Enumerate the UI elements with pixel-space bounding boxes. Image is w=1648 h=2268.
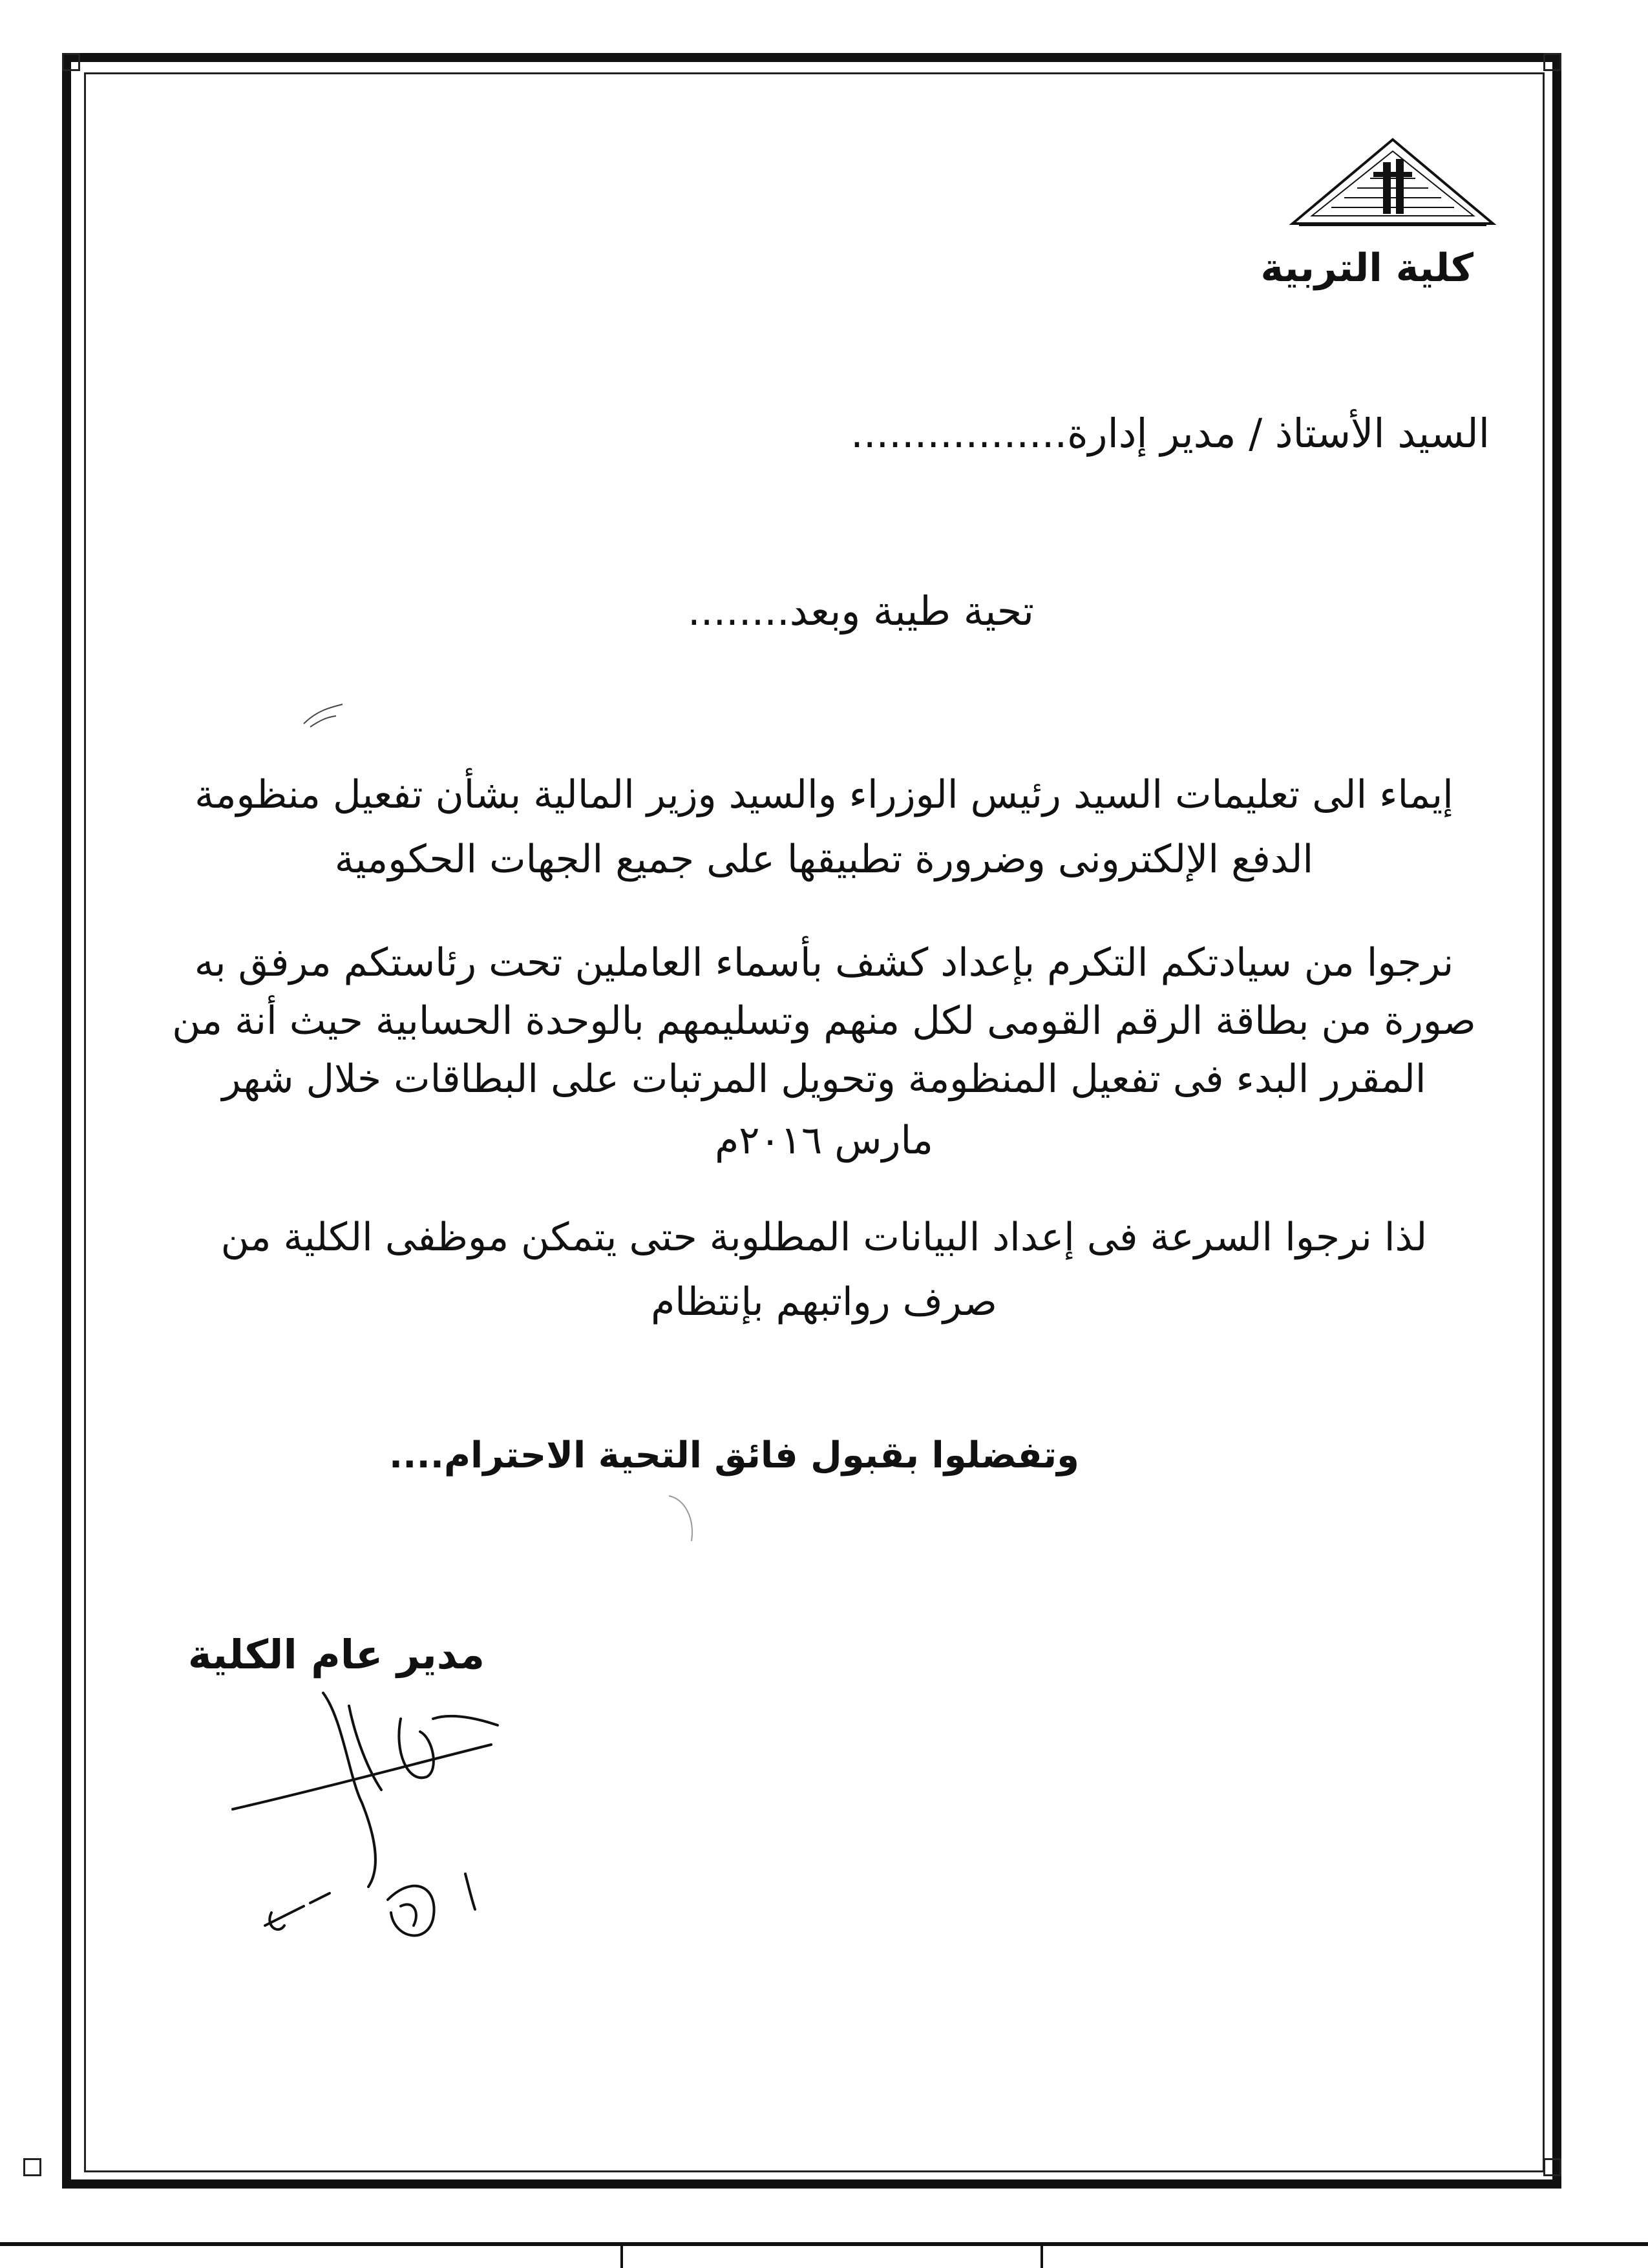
bottom-tick <box>1041 2242 1043 2268</box>
border-corner <box>1543 53 1561 71</box>
border-corner <box>23 2158 41 2176</box>
paragraph-2-line-2: صورة من بطاقة الرقم القومى لكل منهم وتسليمهم بالوحدة الحسابية حيث أنة من <box>172 998 1476 1044</box>
paragraph-2-line-1: نرجوا من سيادتكم التكرم بإعداد كشف بأسماء العاملين تحت رئاستكم مرفق به <box>194 940 1454 985</box>
closing-line: وتفضلوا بقبول فائق التحية الاحترام.... <box>388 1434 1079 1476</box>
paragraph-2-line-4: مارس ٢٠١٦م <box>715 1118 933 1163</box>
greeting-line: تحية طيبة وبعد........ <box>688 587 1034 635</box>
paragraph-1-line-2: الدفع الإلكترونى وضرورة تطبيقها على جميع الجهات الحكومية <box>334 837 1314 882</box>
paper-speck <box>291 698 355 737</box>
recipient-line: السيد الأستاذ / مدير إدارة................. <box>850 410 1490 457</box>
handwritten-signature-icon <box>220 1680 556 1964</box>
paragraph-3-line-1: لذا نرجوا السرعة فى إعداد البيانات المطلوبة حتى يتمكن موظفى الكلية من <box>220 1215 1428 1260</box>
faculty-name: كلية التربية <box>1260 246 1474 291</box>
border-corner <box>62 53 80 71</box>
university-emblem-icon <box>1286 133 1499 230</box>
signature-title: مدير عام الكلية <box>187 1631 485 1678</box>
paragraph-1-line-1: إيماء الى تعليمات السيد رئيس الوزراء والسيد وزير المالية بشأن تفعيل منظومة <box>195 772 1453 817</box>
bottom-rule <box>0 2242 1648 2246</box>
paragraph-2-line-3: المقرر البدء فى تفعيل المنظومة وتحويل المرتبات على البطاقات خلال شهر <box>222 1056 1426 1102</box>
bottom-tick <box>620 2242 623 2268</box>
paper-mark <box>666 1493 704 1544</box>
border-corner <box>1543 2158 1561 2176</box>
paragraph-3-line-2: صرف رواتبهم بإنتظام <box>651 1279 997 1325</box>
